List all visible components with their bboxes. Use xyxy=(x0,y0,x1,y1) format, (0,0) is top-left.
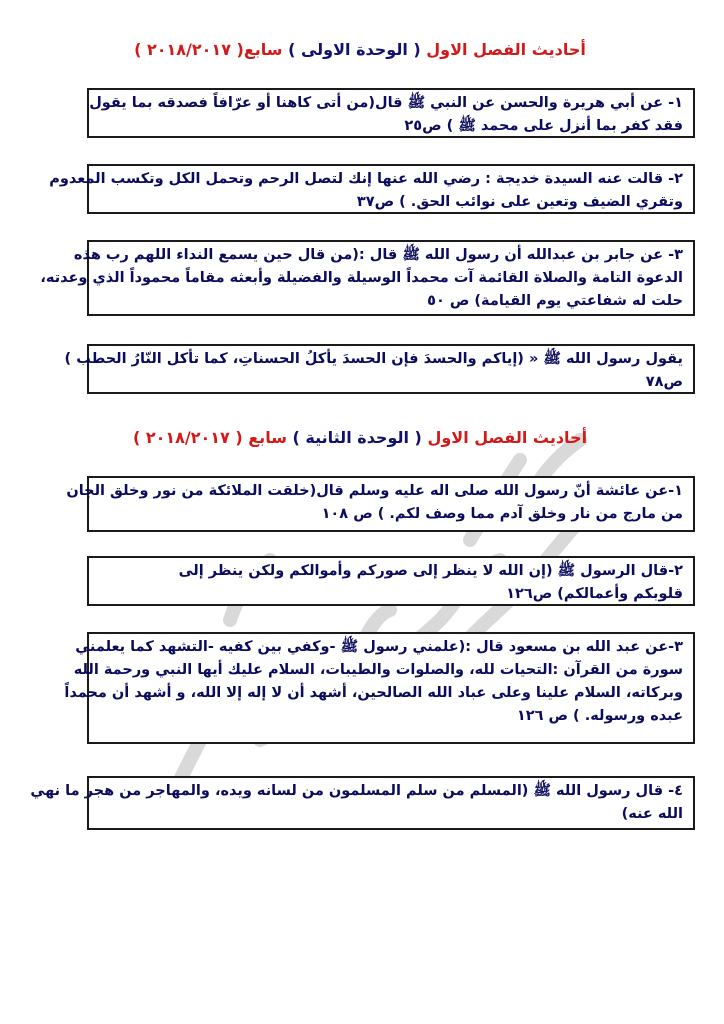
hadith-box-2-3 xyxy=(64,632,695,744)
hadith-line: ١- عن أبي هريرة والحسن عن النبي ﷺ قال(من أتى كاهنا أو عرّافاً فصدقه بما يقول xyxy=(89,95,683,111)
hadith-line: ٢-قال الرسول ﷺ (إن الله لا ينظر إلى صوركم وأموالكم ولكن ينظر إلى xyxy=(178,563,683,579)
section-2-heading xyxy=(60,428,660,448)
hadith-line: ٣-عن عبد الله بن مسعود قال :(علمني رسول ﷺ -وكفي بين كفيه -التشهد كما يعلمني xyxy=(75,639,683,655)
hadith-line: الله عنه) xyxy=(621,806,683,822)
section-2-heading-year: سابع ( ٢٠١٨/٢٠١٧ ) xyxy=(132,428,287,447)
hadith-line: سورة من القرآن :التحيات لله، والصلوات والطيبات، السلام عليك أيها النبي ورحمة الله xyxy=(73,662,683,678)
hadith-box-2-2 xyxy=(87,556,695,606)
hadith-line: وبركاته، السلام علينا وعلى عباد الله الصالحين، أشهد أن لا إله إلا الله، و أشهد أن محمداً xyxy=(64,685,683,701)
hadith-box-1-3 xyxy=(40,240,695,316)
hadith-line: يقول رسول الله ﷺ « (إياكم والحسدَ فإن الحسدَ يأكلُ الحسناتِ، كما تأكل النّارُ الحطب ) xyxy=(64,351,683,367)
hadith-line: الدعوة التامة والصلاة القائمة آت محمداً الوسيلة والفضيلة وأبعثه مقاماً محموداً الذي وعدته، xyxy=(40,270,683,286)
hadith-line: فقد كفر بما أنزل على محمد ﷺ ) ص٢٥ xyxy=(404,118,683,134)
hadith-line: قلوبكم وأعمالكم) ص١٢٦ xyxy=(506,586,683,602)
hadith-line: حلت له شفاعتي يوم القيامة) ص ٥٠ xyxy=(427,293,683,309)
section-1-heading-year: سابع( ٢٠١٨/٢٠١٧ ) xyxy=(134,40,283,59)
section-1-heading-unit: ( الوحدة الاولى ) xyxy=(288,40,421,59)
section-1-heading xyxy=(60,40,660,60)
hadith-box-1-2 xyxy=(49,164,695,214)
section-1-heading-title: أحاديث الفصل الاول xyxy=(426,40,586,59)
hadith-line: ٣- عن جابر بن عبدالله أن رسول الله ﷺ قال :(من قال حين يسمع النداء اللهم رب هذه xyxy=(73,247,683,263)
hadith-box-2-1 xyxy=(66,476,695,532)
hadith-box-1-1 xyxy=(87,88,695,138)
hadith-box-2-4 xyxy=(30,776,695,830)
hadith-line: وتقري الضيف وتعين على نوائب الحق. ) ص٣٧ xyxy=(356,194,683,210)
hadith-line: عبده ورسوله. ) ص ١٢٦ xyxy=(516,708,683,724)
hadith-line: ٢- قالت عنه السيدة خديجة : رضي الله عنها إنك لتصل الرحم وتحمل الكل وتكسب المعدوم xyxy=(49,171,683,187)
section-2-heading-unit: ( الوحدة الثانية ) xyxy=(292,428,422,447)
hadith-box-1-4 xyxy=(64,344,695,394)
hadith-line: من مارج من نار وخلق آدم مما وصف لكم. ) ص ١٠٨ xyxy=(321,506,683,522)
section-2-heading-title: أحاديث الفصل الاول xyxy=(427,428,588,447)
hadith-line: ص٧٨ xyxy=(645,374,683,390)
hadith-line: ٤- قال رسول الله ﷺ (المسلم من سلم المسلمون من لسانه ويده، والمهاجر من هجر ما نهي xyxy=(30,783,683,799)
hadith-line: ١-عن عائشة أنّ رسول الله صلى اله عليه وسلم قال(خلقت الملائكة من نور وخلق الجان xyxy=(66,483,683,499)
